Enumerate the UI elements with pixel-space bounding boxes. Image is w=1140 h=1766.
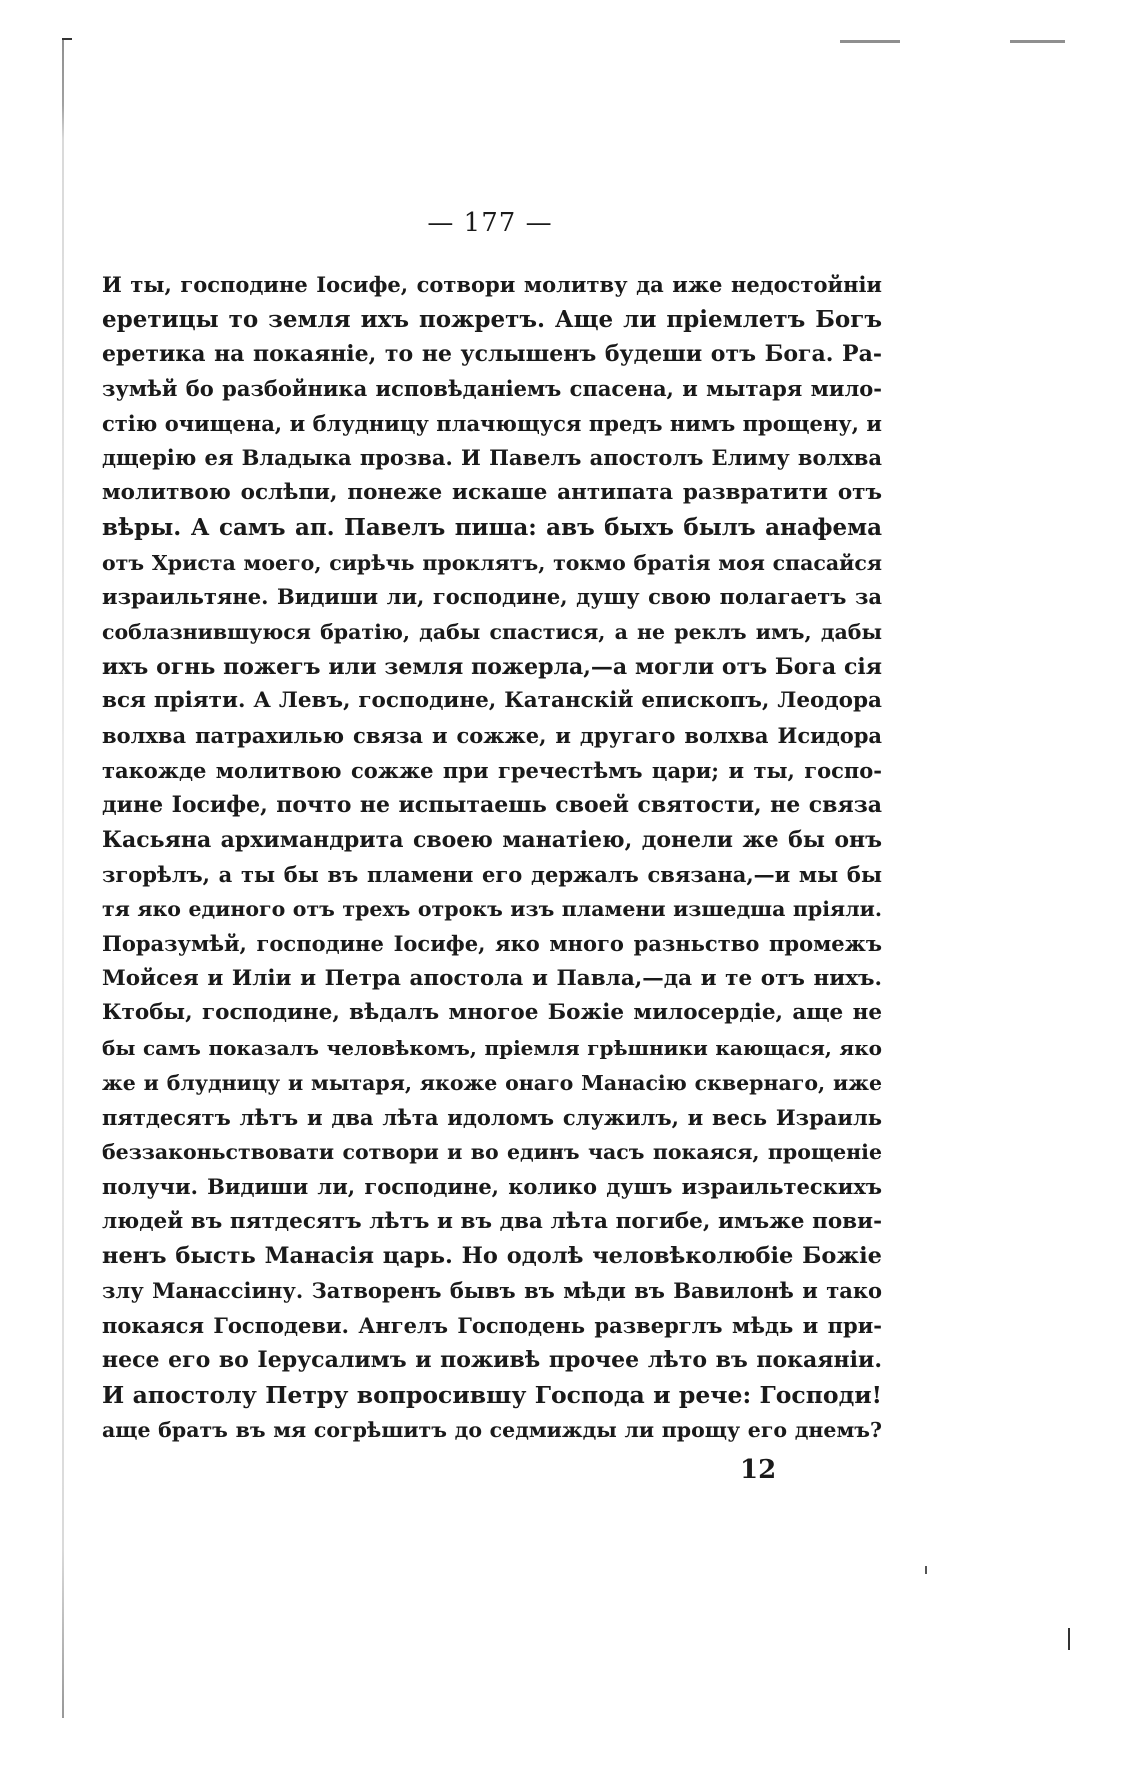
text-line: дщерію ея Владыка прозва. И Павелъ апостолъ Елиму волхва: [102, 445, 882, 471]
scan-tick-mark: [1068, 1628, 1070, 1650]
body-text: [102, 268, 882, 1447]
text-line: згорѣлъ, а ты бы въ пламени его держалъ связана,—и мы бы: [102, 861, 882, 887]
text-line: израильтяне. Видиши ли, господине, душу свою полагаетъ за: [102, 584, 882, 610]
text-line: пятдесятъ лѣтъ и два лѣта идоломъ служилъ, и весь Израиль: [102, 1104, 882, 1130]
text-line: же и блудницу и мытаря, якоже онаго Манасію сквернаго, иже: [102, 1070, 882, 1095]
text-line: несе его во Іерусалимъ и поживѣ прочее лѣто въ покаяніи.: [102, 1347, 882, 1374]
text-line: дине Іосифе, почто не испытаешь своей святости, не связа: [102, 792, 882, 819]
scan-edge-line: [62, 38, 64, 1718]
signature-mark: 12: [740, 1455, 777, 1485]
text-line: ихъ огнь пожегъ или земля пожерла,—а могли отъ Бога сія: [102, 653, 882, 680]
text-line: Ктобы, господине, вѣдалъ многое Божіе милосердіе, аще не: [102, 1000, 882, 1026]
text-line: зумѣй бо разбойника исповѣданіемъ спасена, и мытаря мило-: [102, 376, 882, 402]
text-line: Мойсея и Иліи и Петра апостола и Павла,—да и те отъ нихъ.: [102, 965, 882, 991]
scan-dot-mark: [925, 1566, 927, 1574]
text-line: бы самъ показалъ человѣкомъ, пріемля грѣшники кающася, яко: [102, 1036, 882, 1061]
text-line: стію очищена, и блудницу плачющуся предъ нимъ прощену, и: [102, 410, 882, 436]
text-line: еретицы то земля ихъ пожретъ. Аще ли пріемлетъ Богъ: [102, 305, 882, 333]
text-line: еретика на покаяніе, то не услышенъ будеши отъ Бога. Ра-: [102, 341, 882, 368]
text-line: вся пріяти. А Левъ, господине, Катанскій епископъ, Леодора: [102, 688, 882, 714]
page-number: — 177 —: [427, 208, 553, 238]
text-line: покаяся Господеви. Ангелъ Господень разверглъ мѣдь и при-: [102, 1312, 882, 1338]
scan-smudge: [1010, 40, 1065, 43]
text-line: соблазнившуюся братію, дабы спастися, а не реклъ имъ, дабы: [102, 619, 882, 644]
text-line: И апостолу Петру вопросившу Господа и рече: Господи!: [102, 1381, 882, 1409]
text-line: такожде молитвою сожже при гречестѣмъ цари; и ты, госпо-: [102, 757, 882, 783]
text-line: аще братъ въ мя согрѣшитъ до седмижды ли прощу его днемъ?: [102, 1417, 882, 1442]
text-line: Поразумѣй, господине Іосифе, яко много разньство промежъ: [102, 931, 882, 957]
text-line: тя яко единого отъ трехъ отрокъ изъ пламени изшедша пріяли.: [102, 897, 882, 922]
text-line: беззаконьствовати сотвори и во единъ часъ покаяся, прощеніе: [102, 1140, 882, 1165]
text-line: волхва патрахилью связа и сожже, и другаго волхва Исидора: [102, 722, 882, 748]
text-line: И ты, господине Іосифе, сотвори молитву да иже недостойніи: [102, 272, 882, 297]
text-line: получи. Видиши ли, господине, колико душъ израильтескихъ: [102, 1173, 882, 1199]
text-line: молитвою ослѣпи, понеже искаше антипата развратити отъ: [102, 480, 882, 506]
text-line: ненъ бысть Манасія царь. Но одолѣ человѣколюбіе Божіе: [102, 1243, 882, 1270]
scan-corner-mark: [62, 38, 72, 40]
text-line: Касьяна архимандрита своею манатіею, донели же бы онъ: [102, 827, 882, 853]
text-line: вѣры. А самъ ап. Павелъ пиша: авъ быхъ былъ анафема: [102, 513, 882, 541]
text-line: людей въ пятдесятъ лѣтъ и въ два лѣта погибе, имъже пови-: [102, 1208, 882, 1234]
text-line: отъ Христа моего, сирѣчь проклятъ, токмо братія моя спасайся: [102, 550, 882, 575]
scan-smudge: [840, 40, 900, 43]
text-line: злу Манассіину. Затворенъ бывъ въ мѣди въ Вавилонѣ и тако: [102, 1277, 882, 1303]
